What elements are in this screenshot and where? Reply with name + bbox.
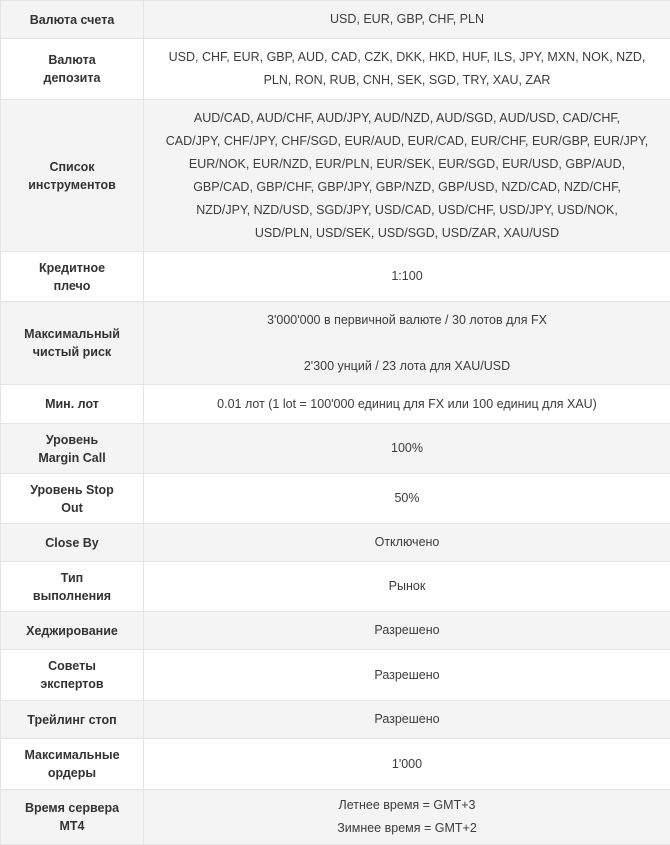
row-value: 3'000'000 в первичной валюте / 30 лотов для FX 2'300 унций / 23 лота для XAU/USD — [144, 302, 670, 385]
row-label: Мин. лот — [1, 385, 144, 424]
spec-row-execution-type — [1, 562, 670, 612]
row-label: Валюта депозита — [1, 39, 144, 100]
spec-row-hedging — [1, 612, 670, 650]
row-value: Разрешено — [144, 650, 670, 701]
row-value: USD, CHF, EUR, GBP, AUD, CAD, CZK, DKK, HKD, HUF, ILS, JPY, MXN, NOK, NZD, PLN, RON, RUB, CNH, SEK, SGD, TRY, XAU, ZAR — [144, 39, 670, 100]
row-value: AUD/CAD, AUD/CHF, AUD/JPY, AUD/NZD, AUD/SGD, AUD/USD, CAD/CHF, CAD/JPY, CHF/JPY, CHF/SGD, EUR/AUD, EUR/CAD, EUR/CHF, EUR/GBP, EUR/JPY, EUR/NOK, EUR/NZD, EUR/PLN, EUR/SEK, EUR/SGD, EUR/USD, GBP/AUD, GBP/CAD, GBP/CHF, GBP/JPY, GBP/NZD, GBP/USD, NZD/CAD, NZD/CHF, NZD/JPY, NZD/USD, SGD/JPY, USD/CAD, USD/CHF, USD/JPY, USD/NOK, USD/PLN, USD/SEK, USD/SGD, USD/ZAR, XAU/USD — [144, 100, 670, 252]
row-label: Список инструментов — [1, 100, 144, 252]
row-label: Трейлинг стоп — [1, 701, 144, 739]
row-label: Close By — [1, 524, 144, 562]
row-value: 50% — [144, 474, 670, 524]
row-label: Уровень Stop Out — [1, 474, 144, 524]
spec-row-trailing-stop — [1, 701, 670, 739]
row-label: Максимальные ордеры — [1, 739, 144, 790]
row-label: Время сервера MT4 — [1, 790, 144, 845]
spec-row-leverage — [1, 252, 670, 302]
row-value: Разрешено — [144, 612, 670, 650]
spec-row-margin-call — [1, 424, 670, 474]
row-label: Валюта счета — [1, 1, 144, 39]
row-label: Кредитное плечо — [1, 252, 144, 302]
row-label: Максимальный чистый риск — [1, 302, 144, 385]
row-label: Тип выполнения — [1, 562, 144, 612]
spec-row-instruments — [1, 100, 670, 252]
row-value: Рынок — [144, 562, 670, 612]
spec-row-server-time — [1, 790, 670, 845]
row-label: Хеджирование — [1, 612, 144, 650]
row-value: 1'000 — [144, 739, 670, 790]
row-value: Отключено — [144, 524, 670, 562]
row-value: Летнее время = GMT+3 Зимнее время = GMT+2 — [144, 790, 670, 845]
spec-row-max-net-risk — [1, 302, 670, 385]
row-label: Советы экспертов — [1, 650, 144, 701]
row-value: 1:100 — [144, 252, 670, 302]
spec-row-deposit-currency — [1, 39, 670, 100]
row-value: 100% — [144, 424, 670, 474]
spec-row-account-currency — [1, 1, 670, 39]
row-label: Уровень Margin Call — [1, 424, 144, 474]
row-value: USD, EUR, GBP, CHF, PLN — [144, 1, 670, 39]
spec-row-stop-out — [1, 474, 670, 524]
spec-row-expert-advisors — [1, 650, 670, 701]
spec-row-max-orders — [1, 739, 670, 790]
spec-row-close-by — [1, 524, 670, 562]
spec-row-min-lot — [1, 385, 670, 424]
row-value: Разрешено — [144, 701, 670, 739]
row-value: 0.01 лот (1 lot = 100'000 единиц для FX или 100 единиц для XAU) — [144, 385, 670, 424]
